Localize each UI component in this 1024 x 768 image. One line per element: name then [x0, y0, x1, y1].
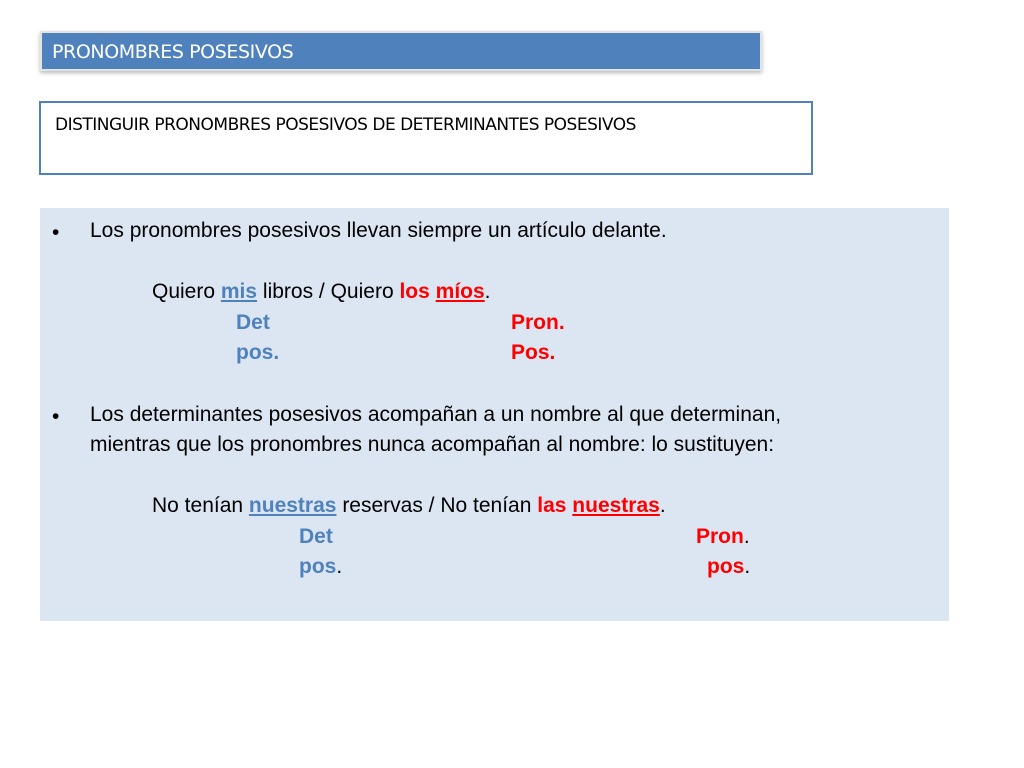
- example-2-word-no-tenian: No tenían: [152, 494, 244, 517]
- subtitle-text: DISTINGUIR PRONOMBRES POSESIVOS DE DETERMINANTES POSESIVOS: [55, 115, 636, 135]
- label-det-1: Det: [236, 311, 270, 334]
- example-2-pronoun: nuestras: [572, 494, 660, 517]
- example-1-pronoun: míos: [435, 280, 485, 303]
- label-Pos-1: Pos.: [511, 341, 556, 364]
- label-pron-1: Pron.: [511, 311, 565, 334]
- point-1-text: Los pronombres posesivos llevan siempre un artículo delante.: [90, 219, 667, 242]
- example-1-article: los: [399, 280, 430, 303]
- label-pos-2b: [707, 554, 750, 580]
- bullet-point-2: •: [52, 405, 60, 428]
- label-pos-2b-word: pos: [707, 555, 745, 578]
- subtitle-box: [39, 101, 813, 175]
- label-pos-2a-dot: .: [336, 555, 343, 578]
- label-pron-2-dot: .: [743, 525, 750, 548]
- point-2-line-1: Los determinantes posesivos acompañan a un nombre al que determinan,: [90, 403, 782, 426]
- label-pron-2-word: Pron: [696, 525, 744, 548]
- bullet-point-1: •: [52, 221, 60, 244]
- content-panel: [40, 208, 949, 621]
- example-2-middle: reservas / No tenían: [342, 494, 532, 517]
- label-det-2: Det: [299, 525, 333, 548]
- example-1-middle: libros / Quiero: [262, 280, 394, 303]
- example-2: [152, 493, 666, 519]
- point-2-line-2: mientras que los pronombres nunca acompañan al nombre: lo sustituyen:: [90, 433, 775, 456]
- example-1-word-quiero: Quiero: [152, 280, 216, 303]
- example-2-determiner: nuestras: [248, 494, 337, 517]
- example-1-determiner: mis: [220, 280, 258, 303]
- example-2-period: .: [659, 494, 666, 517]
- label-pos-2b-dot: .: [744, 555, 751, 578]
- example-2-article: las: [537, 494, 567, 517]
- slide-title-bar: [40, 31, 762, 71]
- label-pos-1: pos.: [236, 341, 280, 364]
- example-1: [152, 279, 491, 305]
- label-pron-2: [696, 524, 750, 550]
- label-pos-2a-word: pos: [299, 555, 337, 578]
- label-pos-2a: [299, 554, 342, 580]
- example-1-period: .: [484, 280, 491, 303]
- slide-title: PRONOMBRES POSESIVOS: [52, 41, 294, 63]
